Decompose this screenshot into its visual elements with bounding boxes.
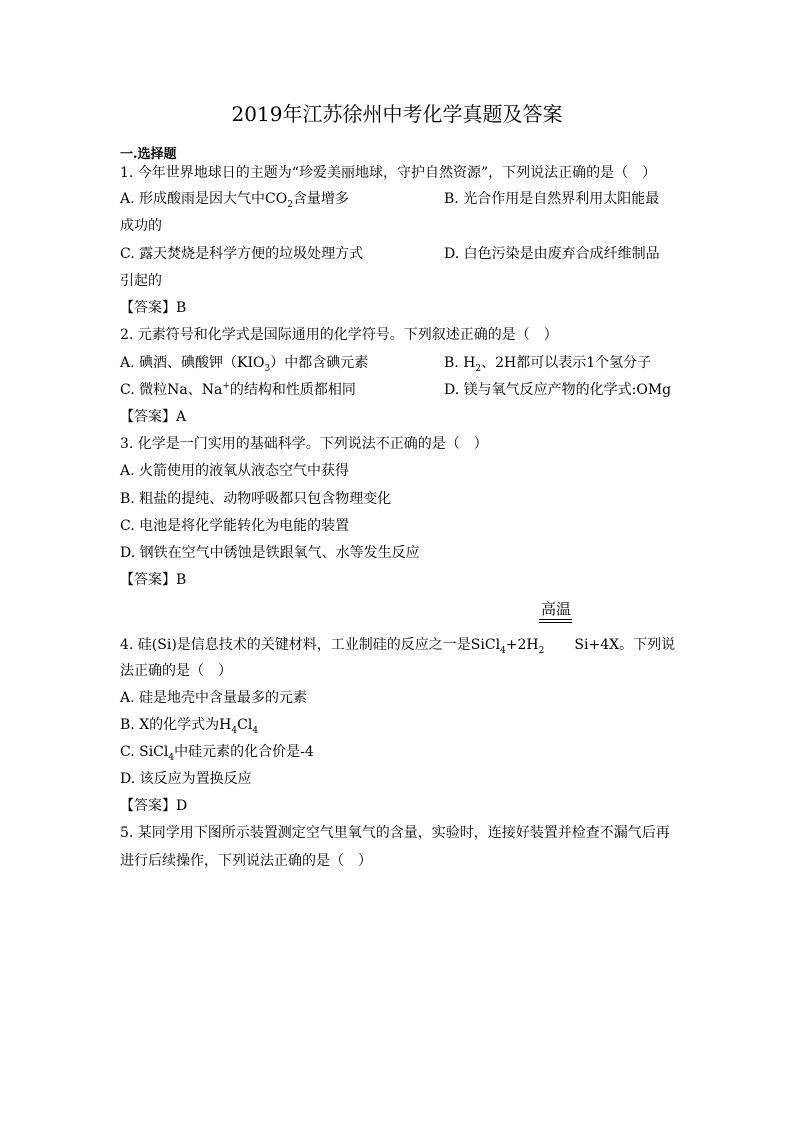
q4-option-a: A. 硅是地壳中含量最多的元素 (120, 690, 308, 706)
q3-answer: 【答案】B (120, 572, 187, 588)
q1-answer: 【答案】B (120, 300, 187, 316)
reaction-condition: 高温 (541, 600, 572, 618)
q4-answer: 【答案】D (120, 798, 188, 814)
q5-stem: 5. 某同学用下图所示装置测定空气里氧气的含量，实验时，连接好装置并检查不漏气后再 (120, 825, 670, 841)
q2-option-a: A. 碘酒、碘酸钾$(KIO_3)$中都含碘元素 (120, 355, 369, 374)
q1-option-d-cont: 引起的 (120, 273, 162, 289)
q2-option-c: C. 微粒Na、Na+的结构和性质都相同 (120, 381, 356, 398)
q3-stem: 3. 化学是一门实用的基础科学。下列说法不正确的是（ ） (120, 436, 488, 452)
section-heading: 一.选择题 (120, 147, 177, 162)
q3-option-a: A. 火箭使用的液氧从液态空气中获得 (120, 463, 350, 479)
q2-option-d: D. 镁与氧气反应产物的化学式:OMg (444, 382, 672, 398)
q3-option-d: D. 钢铁在空气中锈蚀是铁跟氧气、水等发生反应 (120, 545, 420, 561)
q2-answer: 【答案】A (120, 409, 187, 425)
q4-stem: 4. 硅(Si)是信息技术的关键材料，工业制硅的反应之一是$SiCl_4+2H_2$ Si+4X。下列说 (120, 637, 676, 656)
q1-option-d: D. 白色污染是由废弃合成纤维制品 (444, 246, 660, 262)
q1-option-a: A. 形成酸雨是因大气中$CO_2$含量增多 (120, 191, 349, 210)
equals-line-bottom (539, 622, 572, 623)
q4-option-c: C. SiCl$_4$中硅元素的化合价是-4 (120, 744, 314, 763)
q3-option-c: C. 电池是将化学能转化为电能的装置 (120, 518, 350, 534)
q1-stem: 1. 今年世界地球日的主题为“珍爱美丽地球，守护自然资源”，下列说法正确的是（ ） (120, 165, 657, 181)
q1-option-c: C. 露天焚烧是科学方便的垃圾处理方式 (120, 246, 364, 262)
q1-option-b-cont: 成功的 (120, 218, 162, 234)
q3-option-b: B. 粗盐的提纯、动物呼吸都只包含物理变化 (120, 491, 392, 507)
q4-option-b: B. X的化学式为$H_4Cl_4$ (120, 717, 259, 736)
q4-stem-cont: 法正确的是（ ） (120, 663, 232, 679)
page-title: 2019年江苏徐州中考化学真题及答案 (231, 102, 563, 126)
q2-stem: 2. 元素符号和化学式是国际通用的化学符号。下列叙述正确的是（ ） (120, 327, 558, 343)
q4-option-d: D. 该反应为置换反应 (120, 771, 252, 787)
q2-option-b: B. $H_2$、2H都可以表示1个氢分子 (444, 355, 652, 374)
equals-line-top (539, 619, 572, 620)
q1-option-b: B. 光合作用是自然界利用太阳能最 (444, 191, 660, 207)
q5-stem-cont: 进行后续操作，下列说法正确的是（ ） (120, 853, 372, 869)
